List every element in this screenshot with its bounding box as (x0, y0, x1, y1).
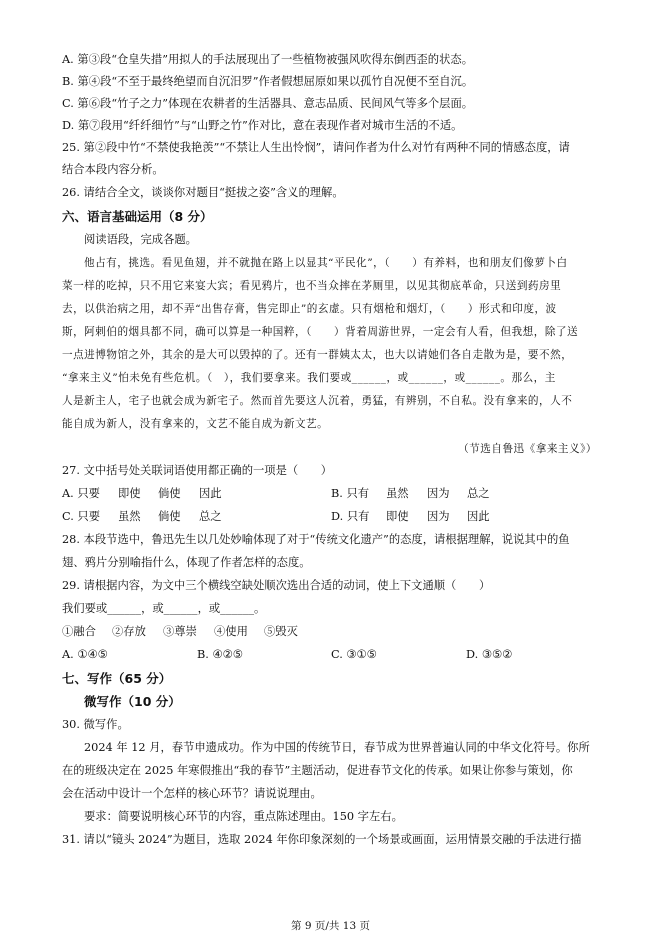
q29-verb: ②存放 (112, 625, 146, 638)
section-7-title: 七、写作（65 分） (62, 671, 172, 686)
q27-option-a-2: 即使 (118, 487, 141, 500)
q27-stem: 27. 文中括号处关联词语使用都正确的一项是（ ） (62, 464, 333, 477)
q24-option-c: C. 第⑥段“竹子之力”体现在农耕者的生活器具、意志品质、民间风气等多个层面。 (62, 97, 474, 110)
q31-stem: 31. 请以“镜头 2024”为题目，选取 2024 年你印象深刻的一个场景或画面，运用情景交融的手法进行描 (62, 833, 582, 846)
q27-option-b-2: 虽然 (386, 487, 409, 500)
q27-option-c-2: 虽然 (118, 510, 141, 523)
q27-option-c-3: 倘使 (158, 510, 181, 523)
q27-option-d-3: 因为 (427, 510, 450, 523)
q29-verb: ④使用 (214, 625, 248, 638)
q26-stem: 26. 请结合全文，谈谈你对题目“挺拔之姿”含义的理解。 (62, 186, 344, 199)
q27-option-c-4: 总之 (199, 510, 222, 523)
q27-option-d-1: D. 只有 (331, 510, 370, 523)
q29-fill-sentence: 我们要或______，或______，或______。 (62, 602, 266, 615)
q30-requirement: 要求：简要说明核心环节的内容，重点陈述理由。150 字左右。 (84, 810, 403, 823)
q30-body: 在的班级决定在 2025 年寒假推出“我的春节”主题活动，促进春节文化的传承。如果让你参与策划，你 (62, 764, 573, 777)
q29-verb: ⑤毁灭 (264, 625, 298, 638)
q29-option-d: D. ③⑤② (466, 648, 513, 661)
q27-option-b-3: 因为 (427, 487, 450, 500)
q27-option-c-1: C. 只要 (62, 510, 101, 523)
q29-stem: 29. 请根据内容，为文中三个横线空缺处顺次选出合适的动词，使上下文通顺（ ） (62, 579, 491, 592)
q27-option-a-4: 因此 (199, 487, 222, 500)
q27-option-d-4: 因此 (467, 510, 490, 523)
q27-option-a-3: 倘使 (158, 487, 181, 500)
passage-line: 菜一样的吃掉，只不用它来宴大宾；看见鸦片，也不当众摔在茅厕里，以见其彻底革命，只送到药房里 (62, 280, 562, 292)
q27-option-d-2: 即使 (386, 510, 409, 523)
q30-label: 30. 微写作。 (62, 718, 129, 731)
passage-line: 斯，阿剌伯的烟具都不同，确可以算是一种国粹，（ ）背着周游世界，一定会有人看，但我想，除了送 (62, 326, 579, 338)
q24-option-d: D. 第⑦段用“纤纤细竹”与“山野之竹”作对比，意在表现作者对城市生活的不适。 (62, 119, 463, 132)
q27-option-b-4: 总之 (467, 487, 490, 500)
q25-stem-cont: 结合本段内容分析。 (62, 163, 164, 176)
passage-source: （节选自鲁迅《拿来主义》） (458, 443, 597, 455)
q24-option-b: B. 第④段“不至于最终绝望而自沉汨罗”作者假想屈原如果以孤竹自况便不至自沉。 (62, 75, 474, 88)
reading-instruction: 阅读语段，完成各题。 (84, 233, 197, 246)
passage-line: 人是新主人，宅子也就会成为新宅子。然而首先要这人沉着，勇猛，有辨别，不自私。没有拿来的，人不 (62, 395, 573, 407)
passage-line: 一点进博物馆之外，其余的是大可以毁掉的了。还有一群姨太太，也大以请她们各自走散为是，要不然， (62, 349, 573, 361)
q30-body: 会在活动中设计一个怎样的核心环节？请说说理由。 (62, 787, 322, 800)
section-6-title: 六、语言基础运用（8 分） (62, 209, 213, 224)
page-number: 第 9 页/共 13 页 (291, 920, 370, 932)
passage-line: “拿来主义”怕未免有些危机。（ ），我们要拿来。我们要或______，或______，或______。那么，主 (62, 372, 556, 384)
q30-body: 2024 年 12 月，春节申遗成功。作为中国的传统节日，春节成为世界普遍认同的中华文化符号。你所 (84, 741, 590, 754)
q29-option-c: C. ③①⑤ (331, 648, 377, 661)
passage-line: 他占有，挑选。看见鱼翅，并不就抛在路上以显其“平民化”，（ ）有养料，也和朋友们像萝卜白 (84, 257, 568, 269)
q29-verb: ①融合 (62, 625, 96, 638)
passage-line: 去，以供治病之用，却不弄“出售存膏，售完即止”的玄虚。只有烟枪和烟灯，（ ）形式和印度，波 (62, 303, 557, 315)
q25-stem: 25. 第②段中竹“不禁使我艳羡”“不禁让人生出怜悯”，请问作者为什么对竹有两种不同的情感态度，请 (62, 141, 570, 154)
q27-option-b-1: B. 只有 (331, 487, 370, 500)
q29-option-b: B. ④②⑤ (197, 648, 243, 661)
q28-stem: 28. 本段节选中，鲁迅先生以几处妙喻体现了对于“传统文化遗产”的态度，请根据理解，说说其中的鱼 (62, 533, 570, 546)
q29-option-a: A. ①④⑤ (62, 648, 108, 661)
passage-line: 能自成为新人，没有拿来的，文艺不能自成为新文艺。 (62, 418, 329, 430)
micro-writing-title: 微写作（10 分） (84, 694, 181, 709)
q29-verb: ③尊崇 (163, 625, 197, 638)
q27-option-a-1: A. 只要 (62, 487, 100, 500)
q28-stem-cont: 翅、鸦片分别喻指什么，体现了作者怎样的态度。 (62, 556, 311, 569)
q24-option-a: A. 第③段“仓皇失措”用拟人的手法展现出了一些植物被强风吹得东倒西歪的状态。 (62, 53, 473, 66)
